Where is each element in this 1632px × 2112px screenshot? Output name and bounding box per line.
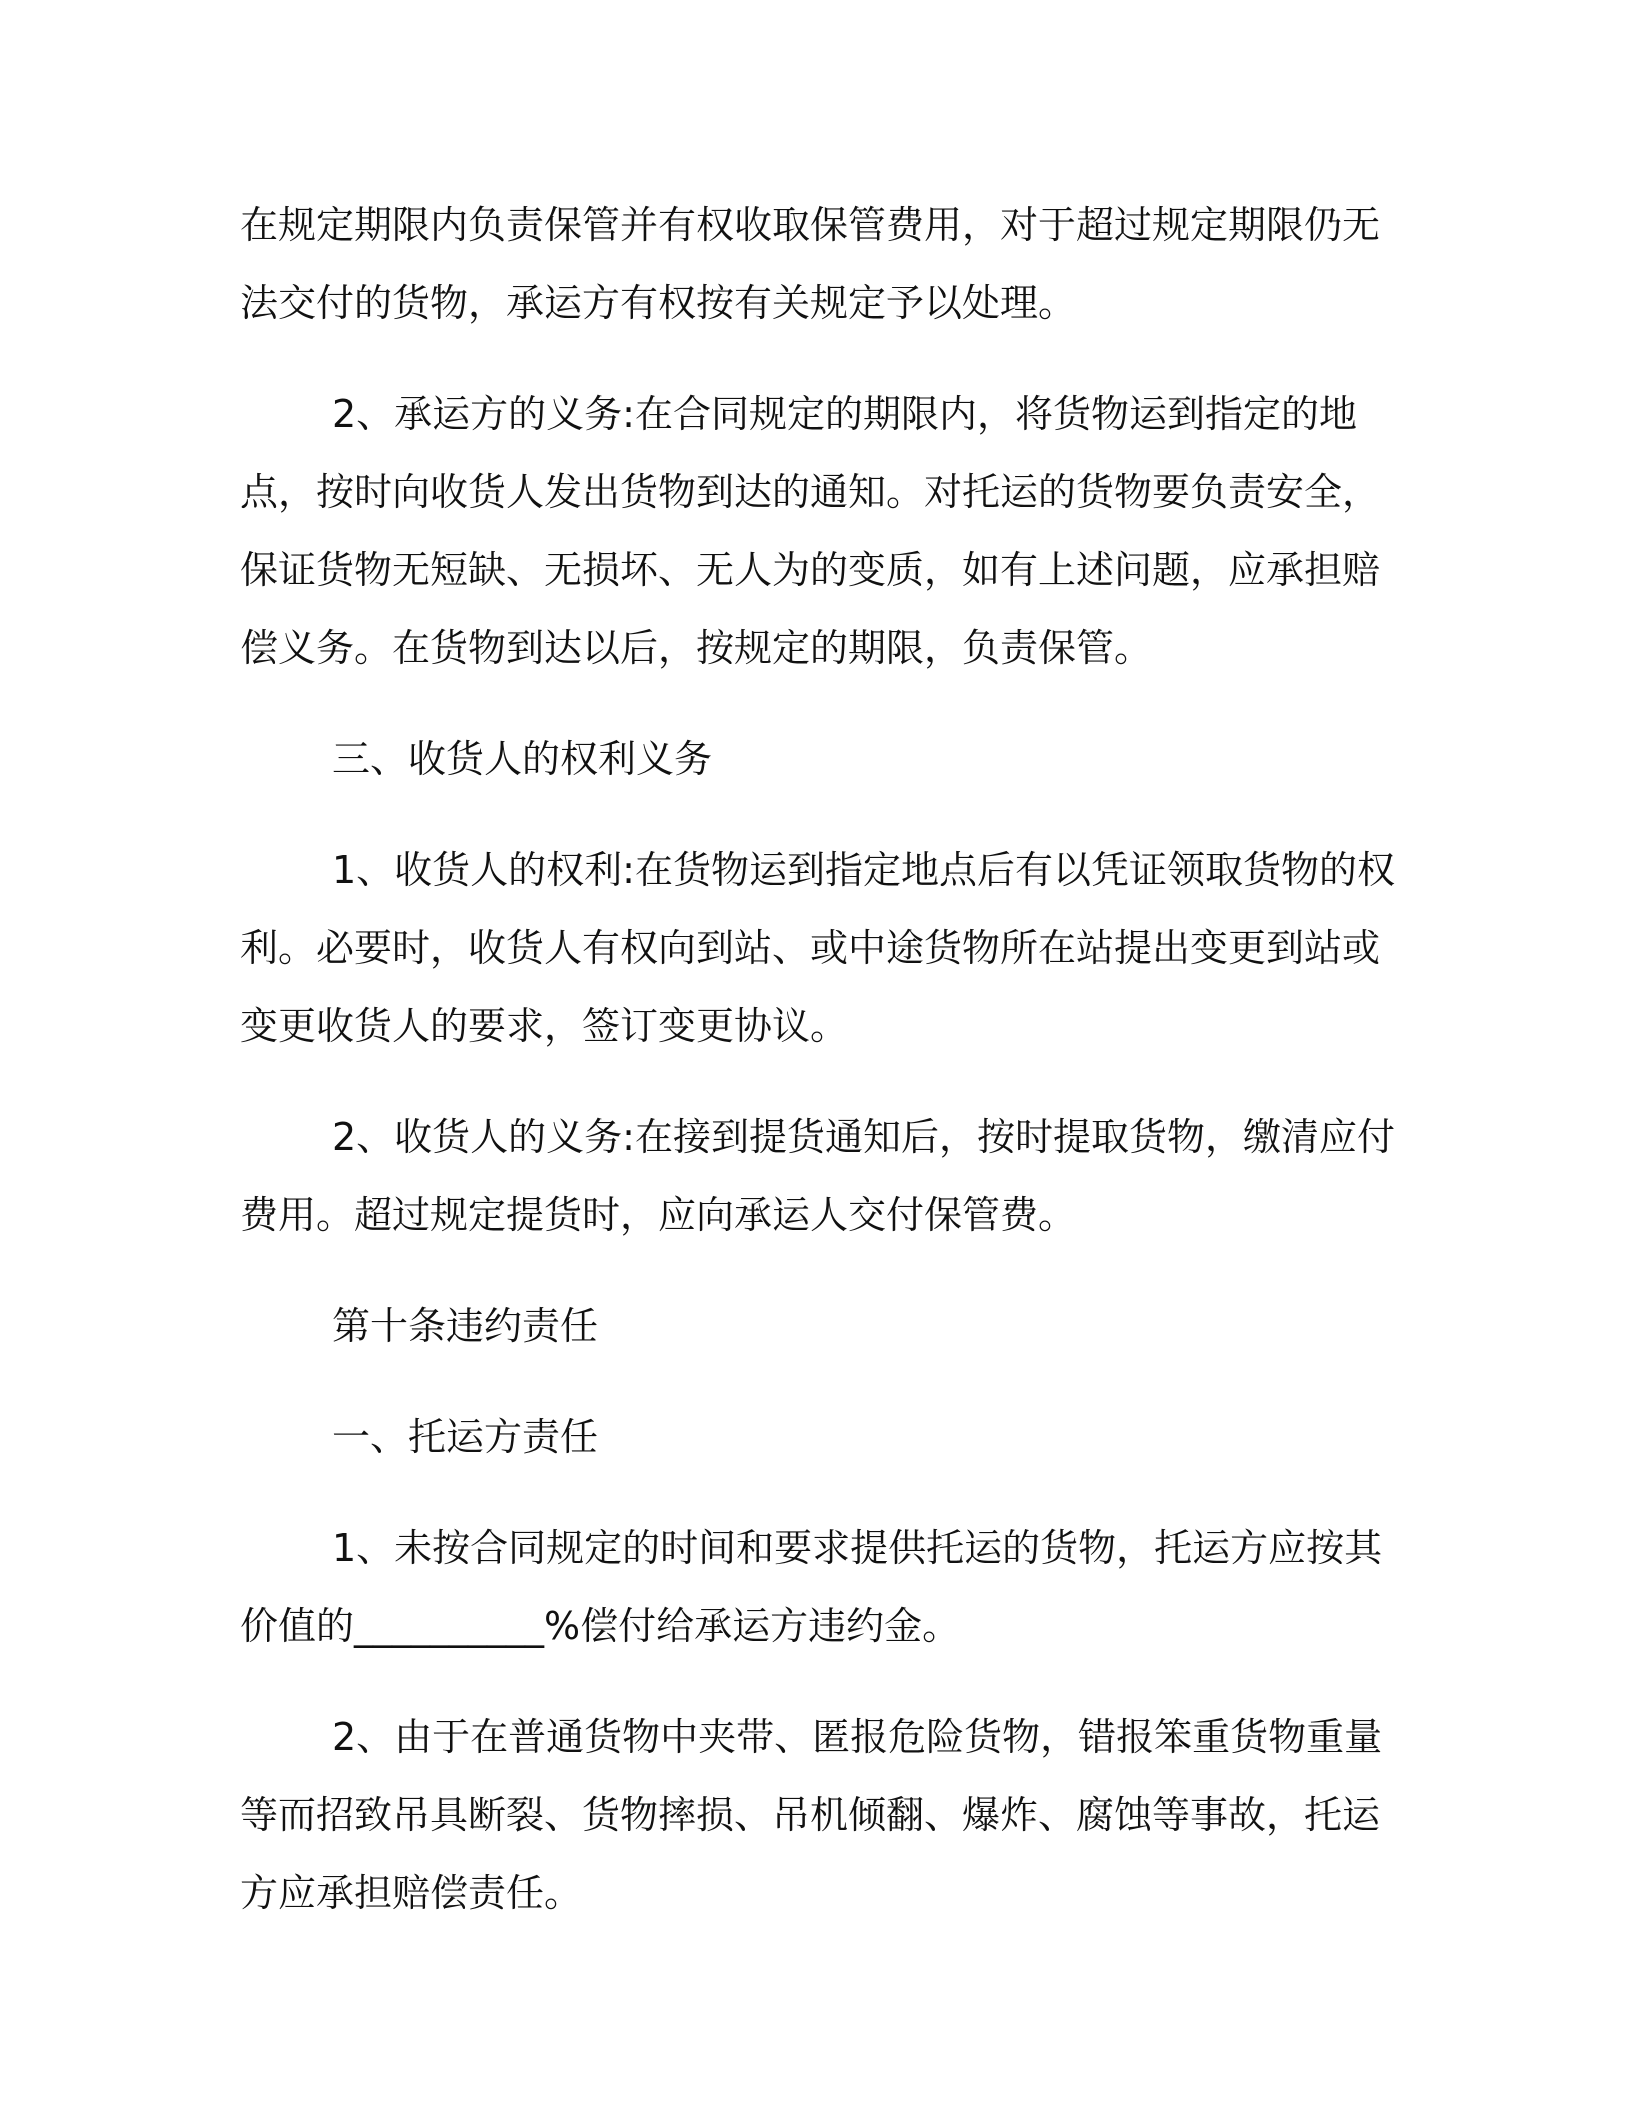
paragraph-carrier-obligations: 2、承运方的义务:在合同规定的期限内，将货物运到指定的地点，按时向收货人发出货物到达的通知。对托运的货物要负责安全，保证货物无短缺、无损坏、无人为的变质，如有上述问题，应承担赔偿义务。在货物到达以后，按规定的期限，负责保管。 <box>240 392 1381 670</box>
paragraph-consignee-obligations: 2、收货人的义务:在接到提货通知后，按时提取货物，缴清应付费用。超过规定提货时，应向承运人交付保管费。 <box>240 1115 1395 1237</box>
section-heading-consignee-rights: 三、收货人的权利义务 <box>332 737 713 781</box>
paragraph-shipper-liability-2: 2、由于在普通货物中夹带、匿报危险货物，错报笨重货物重量等而招致吊具断裂、货物摔损、吊机倾翻、爆炸、腐蚀等事故，托运方应承担赔偿责任。 <box>240 1715 1383 1915</box>
article-heading-breach-liability: 第十条违约责任 <box>332 1304 599 1348</box>
paragraph-shipper-liability-1: 1、未按合同规定的时间和要求提供托运的货物，托运方应按其价值的__________%偿付给承运方违约金。 <box>240 1526 1383 1648</box>
document-page <box>240 186 1400 1932</box>
section-heading-shipper-liability: 一、托运方责任 <box>332 1415 599 1459</box>
paragraph-consignee-rights: 1、收货人的权利:在货物运到指定地点后有以凭证领取货物的权利。必要时，收货人有权向到站、或中途货物所在站提出变更到站或变更收货人的要求，签订变更协议。 <box>240 848 1395 1048</box>
paragraph-continuation: 在规定期限内负责保管并有权收取保管费用，对于超过规定期限仍无法交付的货物，承运方有权按有关规定予以处理。 <box>240 203 1381 325</box>
